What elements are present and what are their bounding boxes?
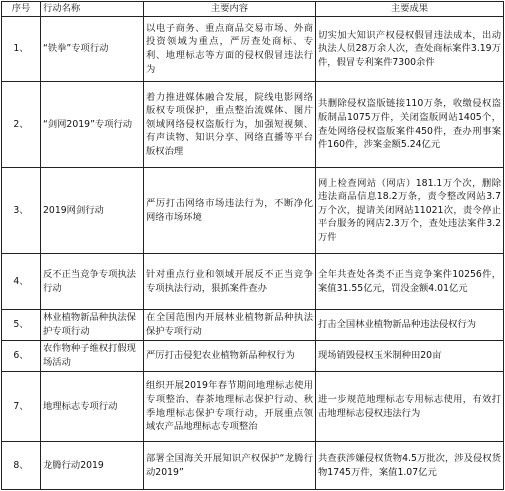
row-result: 全年共查处各类不正当竞争案件10256件，案值31.55亿元，罚没金额4.01亿元 [316, 254, 504, 310]
row-name: “铁拳”专项行动 [41, 17, 144, 82]
row-content: 部署全国海关开展知识产权保护“龙腾行动2019” [144, 442, 316, 490]
row-result: 切实加大知识产权侵权假冒违法成本，出动执法人员28万余人次，查处商标案件3.19万件，假冒专利案件7300余件 [316, 17, 504, 82]
row-result: 共删除侵权盗版链接110万条，收缴侵权盗版制品1075万件，关闭盗版网站1405个，查处网络侵权盗版案件450件，查办刑事案件160件，涉案金额5.24亿元 [316, 82, 504, 168]
header-result: 主要成果 [316, 2, 504, 17]
row-result: 共查获涉嫌侵权货物4.5万批次，涉及侵权货物1745万件，案值1.07亿元 [316, 442, 504, 490]
actions-table [1, 1, 504, 490]
row-seq: 6、 [2, 341, 41, 372]
row-name: “剑网2019”专项行动 [41, 82, 144, 168]
row-seq: 5、 [2, 310, 41, 341]
row-name: 龙腾行动2019 [41, 442, 144, 490]
table-row [2, 168, 504, 254]
row-content: 在全国范围内开展林业植物新品种执法保护专项行动 [144, 310, 316, 341]
header-name: 行动名称 [41, 2, 144, 17]
row-name: 反不正当竞争专项执法行动 [41, 254, 144, 310]
row-content: 组织开展2019年春节期间地理标志使用专项整治、春茶地理标志保护行动、秋季地理标志保护专项行动，开展重点领域农产品地理标志专项整治 [144, 372, 316, 442]
header-seq: 序号 [2, 2, 41, 17]
row-seq: 8、 [2, 442, 41, 490]
row-content: 严厉打击网络市场违法行为，不断净化网络市场环境 [144, 168, 316, 254]
table-row [2, 341, 504, 372]
row-name: 地理标志专项行动 [41, 372, 144, 442]
row-content: 着力推进媒体融合发展，院线电影网络版权专项保护，重点整治流媒体、图片领域网络侵权盗版行为，加强短视频、有声读物、知识分享、网络直播等平台版权治理 [144, 82, 316, 168]
row-seq: 2、 [2, 82, 41, 168]
row-result: 现场销毁侵权玉米制种田20亩 [316, 341, 504, 372]
row-name: 林业植物新品种执法保护专项行动 [41, 310, 144, 341]
row-name: 农作物种子维权打假现场活动 [41, 341, 144, 372]
row-seq: 7、 [2, 372, 41, 442]
header-content: 主要内容 [144, 2, 316, 17]
row-seq: 3、 [2, 168, 41, 254]
table-row [2, 17, 504, 82]
row-seq: 1、 [2, 17, 41, 82]
row-seq: 4、 [2, 254, 41, 310]
row-content: 以电子商务、重点商品交易市场、外商投资领域为重点，严厉查处商标、专利、地理标志等方面的侵权假冒违法行为 [144, 17, 316, 82]
table-row [2, 82, 504, 168]
row-content: 严厉打击侵犯农业植物新品种权行为 [144, 341, 316, 372]
row-result: 网上检查网站（网店）181.1万个次，删除违法商品信息18.2万条，责令整改网站3.7万个次，提请关闭网站11021次，责令停止平台服务的网店2.3万个，查处违法案件3.2万件 [316, 168, 504, 254]
row-content: 针对重点行业和领域开展反不正当竞争专项执法行动，狠抓案件查办 [144, 254, 316, 310]
row-result: 进一步规范地理标志专用标志使用，有效打击地理标志侵权违法行为 [316, 372, 504, 442]
table-row [2, 442, 504, 490]
row-result: 打击全国林业植物新品种违法侵权行为 [316, 310, 504, 341]
header-row [2, 2, 504, 17]
table-row [2, 310, 504, 341]
table-row [2, 372, 504, 442]
row-name: 2019网剑行动 [41, 168, 144, 254]
table-row [2, 254, 504, 310]
